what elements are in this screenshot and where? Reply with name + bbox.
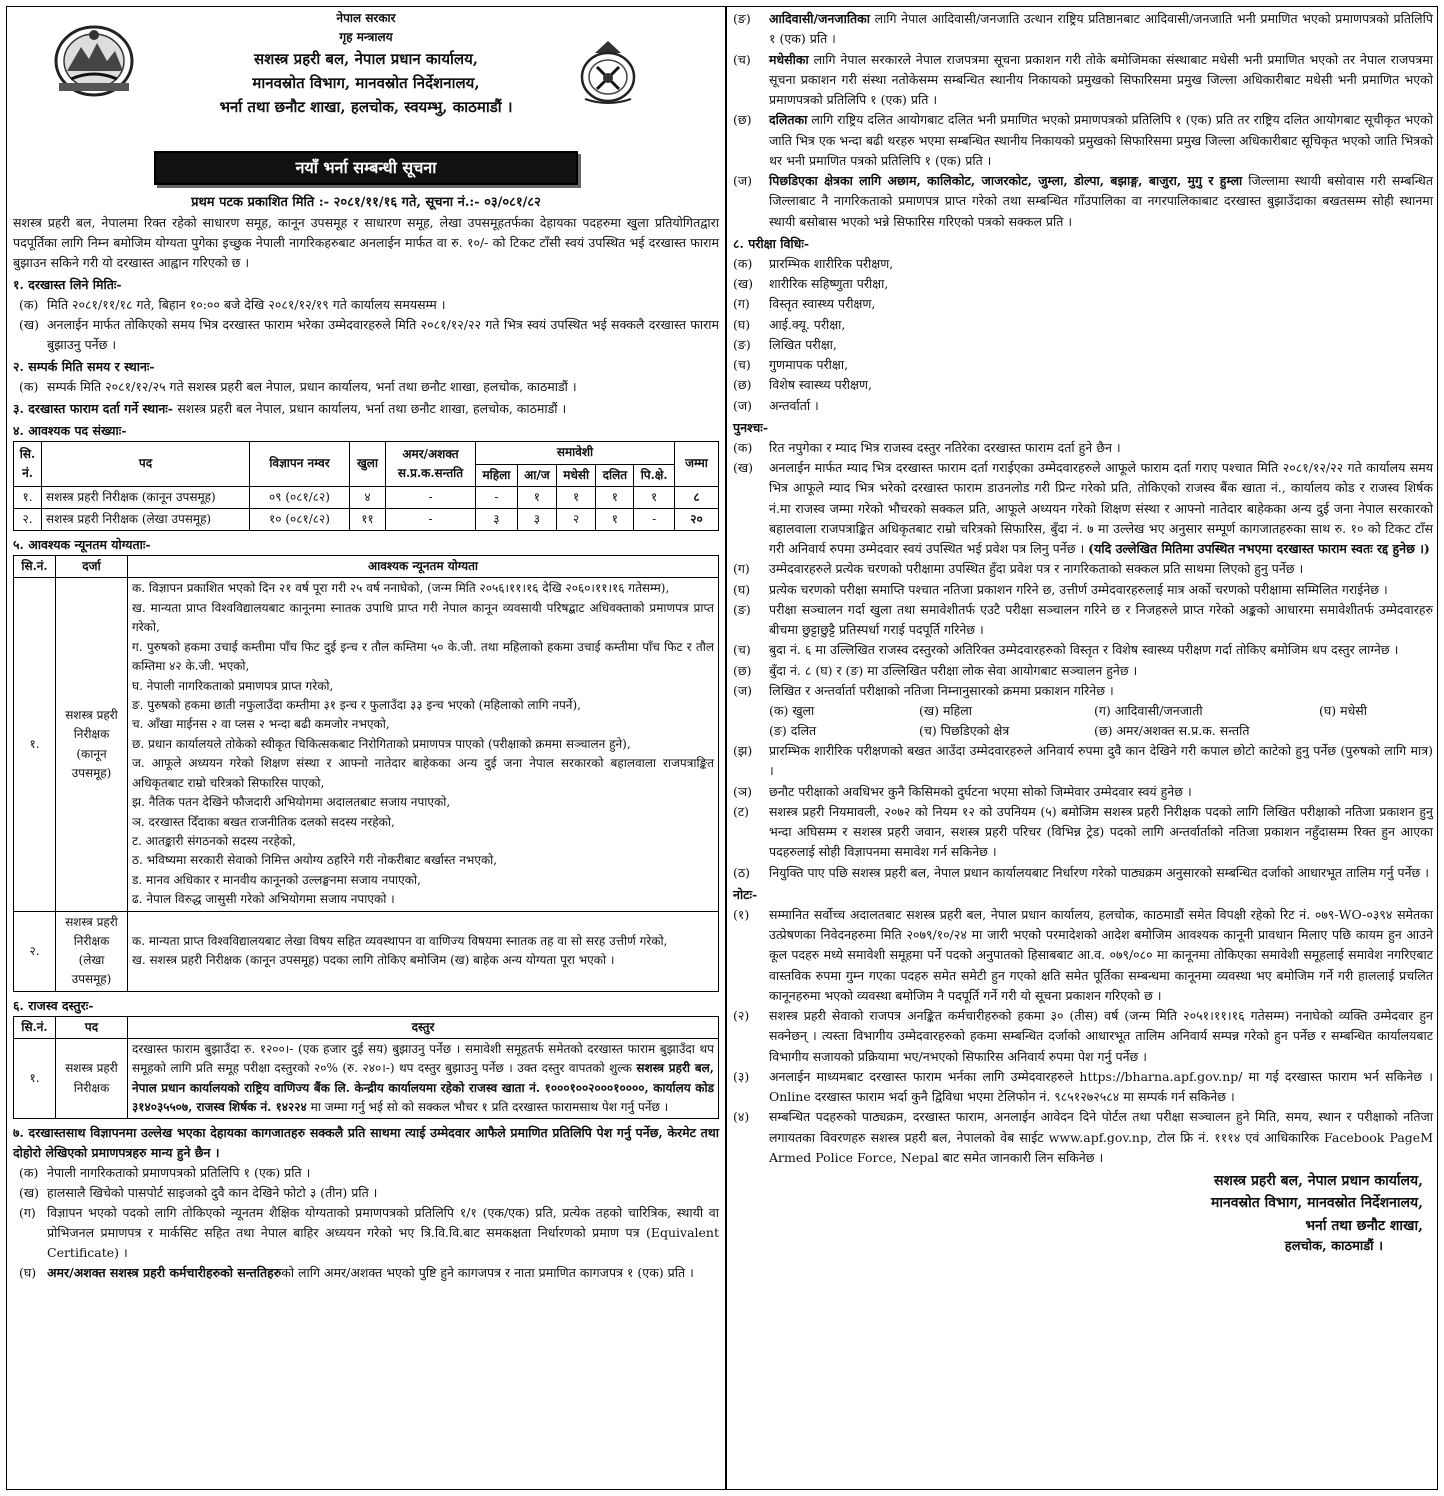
col-inclusive: समावेशी (476, 442, 675, 464)
section-7-continued (733, 9, 1433, 232)
item-marker: (ङ) (733, 11, 751, 26)
list-item (733, 335, 1433, 355)
list-item (13, 315, 719, 355)
item-text: सम्मानित सर्वोच्च अदालतबाट सशस्त्र प्रहरी बल, नेपाल प्रधान कार्यालय, हलचोक, काठमाडौं समेत विपक्षी रहेको रिट नं. ०७९-WO-०३९४ समेतका उत्प्रेषणका निवेदनहरुमा मिति २०७९/१०/२४ मा जारी भएको परमादेशको आदेश बमोजिम आवश्यक कानूनी प्रावधान मिलाए पछि कायम हुन आउने कूल पदहरु मध्ये समावेशी समूहमा पर्ने पदको अनुपातको हिसाबबाट आ.व. ०७९/०८० मा कानूनमा तोकिएका समावेशी समूहलाई समावेश नगरिएबाट वास्तविक रुपमा गुम्न गएका पदहरु समेत समेटी हुन गएको क्षति समेत पूर्तिका सम्बन्धमा कानूनमा व्यवस्था भए बमोजिम गर्ने गरी हाललाई प्रचलित कानूनहरुमा भएको व्यवस्था बमोजिम नै पदपूर्ति गर्ने गरी यो सूचना प्रकाशन गरिएको छ । (769, 906, 1433, 1003)
item-text-wrap (769, 1006, 1433, 1067)
item-text: को लागि अमर/अशक्त भएको पुष्टि हुने कागजपत्र र नाता प्रमाणित कागजपत्र १ (एक) प्रति । (281, 1265, 694, 1281)
qualification-item: ट. आतङ्कारी संगठनको सदस्य नरहेको, (132, 834, 296, 849)
section-1-heading: १. दरखास्त लिने मितिः- (13, 277, 122, 293)
item-text: गुणमापक परीक्षा, (769, 357, 849, 372)
table-row (14, 508, 719, 530)
list-item (13, 1203, 719, 1263)
list-item (733, 355, 1433, 375)
list-item (733, 294, 1433, 314)
item-marker: (छ) (733, 112, 752, 128)
item-text-wrap (769, 458, 1433, 559)
item-text-wrap (769, 863, 1433, 883)
fee-sn: १. (14, 1038, 56, 1119)
result-order-item: (ख) महिला (919, 703, 973, 718)
item-marker: (छ) (733, 377, 752, 393)
qual-col-rank: दर्जा (56, 556, 128, 578)
item-text: शारीरिक सहिष्णुता परीक्षा, (769, 276, 889, 291)
col-total: जम्मा (675, 442, 719, 486)
note-heading: नोटः- (733, 886, 758, 902)
post-amar: - (386, 486, 476, 508)
item-text-wrap (769, 110, 1433, 171)
result-order-grid (733, 701, 1433, 741)
fee-text-c: मा जम्मा गर्नु भई सो को सक्कल भौचर १ प्रति दरखास्त फारामसाथ पेश गर्नु पर्नेछ । (306, 1100, 669, 1115)
section-2-heading: २. सम्पर्क मिति समय र स्थानः- (13, 359, 155, 375)
item-text-wrap (769, 274, 1433, 294)
item-text: बुँदा नं. ८ (घ) र (ङ) मा उल्लिखित परीक्षा लोक सेवा आयोगबाट सञ्चालन हुनेछ । (769, 662, 1138, 678)
item-text-wrap (769, 905, 1433, 1006)
qualification-item: ङ. पुरुषको हकमा छाती नफुलाउँदा कम्तीमा ३१ इन्च र फुलाउँदा ३३ इन्च भएको (महिलाको लागि नपर्ने), (132, 697, 581, 712)
item-text-wrap (769, 681, 1433, 701)
signature-line-2: मानवस्रोत विभाग, मानवस्रोत निर्देशनालय, (1210, 1195, 1423, 1212)
item-text-wrap (47, 1163, 719, 1183)
item-marker: (ङ) (733, 601, 751, 617)
item-marker: (४) (733, 1109, 750, 1125)
item-marker: (३) (733, 1068, 750, 1084)
item-text-wrap (769, 294, 1433, 314)
item-marker: (१) (733, 906, 750, 922)
item-text: बुदा नं. ६ मा उल्लिखित राजस्व दस्तुरको अतिरिक्त उम्मेदवारहरुको विस्तृत र विशेष स्वास्थ्य परीक्षण गर्दा तोकिए बमोजिम थप दस्तुर लाग्नेछ । (769, 642, 1399, 658)
item-text-wrap (769, 782, 1433, 802)
signature-line-4: हलचोक, काठमाडौं । (1284, 1239, 1383, 1255)
notice-header (13, 9, 719, 149)
item-text: सशस्त्र प्रहरी नियमावली, २०७२ को नियम १२ को उपनियम (५) बमोजिम सशस्त्र प्रहरी निरीक्षक पदको लागि लिखित परीक्षाको नतिजा प्रकाशन हुनु भन्दा अघिसम्म र सशस्त्र प्रहरी जवान, सशस्त्र प्रहरी परिचर (विभिन्न ट्रेड) पदको लागि अन्तर्वार्ताको नतिजा प्रकाशन नहुँदासम्म रिक्त हुन आएका पदहरुलाई सोही विज्ञापनमा समावेश गर्न सकिनेछ । (769, 803, 1433, 860)
fee-text-account: सशस्त्र प्रहरी बल, नेपाल प्रधान कार्यालयको राष्ट्रिय वाणिज्य बैंक लि. केन्द्रीय कार्यालयमा रहेको राजस्व खाता नं. १०००१००२०००१००००, कार्यालय कोड ३१४०३५५०७, राजस्व शिर्षक नं. १४२२४ (132, 1061, 714, 1115)
post-adv-no: १० (०८१/८२) (250, 508, 350, 530)
list-item (733, 9, 1433, 50)
list-item (733, 110, 1433, 171)
item-text: अनलाईन मार्फत तोकिएको समय भित्र दरखास्त फाराम भरेका उम्मेदवारहरुले मिति २०८१/१२/२२ गते भित्र स्वयं उपस्थित भई सक्कलै दरखास्त फाराम बुझाउनु पर्नेछ । (47, 317, 719, 353)
item-text: अनलाईन माध्यमबाट दरखास्त फाराम भर्नका लागि उम्मेदवारहरुले https://bharna.apf.gov.np/ मा गई दरखास्त फाराम भर्न सकिनेछ । Online दरखास्त फाराम भर्दा कुनै द्विविधा भएमा टेलिफोन नं. ९८५१२७२५८४ मा सम्पर्क गर्न सकिनेछ । (769, 1068, 1433, 1104)
item-marker: (घ) (733, 581, 751, 597)
post-inclusive-value: - (634, 508, 675, 530)
item-text-wrap (769, 315, 1433, 335)
list-item (733, 438, 1433, 458)
qualification-item: ज. आफूले अध्ययन गरेको शिक्षण संस्था र आफ्नो नातेदार बाहेकका अन्य दुई जना नेपाल सरकारको बहालवाला राजपत्राङ्कित अधिकृतबाट राम्रो चरित्रको सिफारिस पाएको, (132, 756, 714, 790)
post-inclusive-value: १ (556, 486, 595, 508)
item-marker: (झ) (733, 743, 753, 758)
item-marker: (ख) (19, 1185, 39, 1201)
punashcha-items-2 (733, 741, 1433, 883)
qualification-item: ग. पुरुषको हकमा उचाई कम्तीमा पाँच फिट दुई इन्च र तौल कम्तिमा ५० के.जी. तथा महिलाको हकमा उचाई कम्तीमा पाँच फिट र तौल कम्तिमा ४२ के.जी. भएको, (132, 639, 714, 674)
section-8-items (733, 254, 1433, 416)
header-department: मानवस्रोत विभाग, मानवस्रोत निर्देशनालय, (252, 74, 480, 93)
item-text-wrap (769, 355, 1433, 375)
list-item (733, 315, 1433, 335)
col-madhesi: मधेसी (556, 464, 595, 486)
item-text: अन्तर्वार्ता । (769, 397, 819, 413)
result-order-item: (ङ) दलित (769, 723, 817, 738)
item-text: अनलाईन मार्फत म्याद भित्र दरखास्त फाराम दर्ता गराईएका उम्मेदवारहरुले आफूले फाराम दर्ता गराए पश्चात मिति २०८१/१२/२२ गते कार्यालय समय भित्र आफूले म्याद भित्र भरेको दरखास्त फाराम डाउनलोड गरी प्रिन्ट गरेको प्रति, तोकिएको राजस्व बैंक खाता नं., कार्यालय कोड र राजस्व शिर्षक नं.मा राजस्व जम्मा गरेको भौचरको सक्कल प्रति, आफूले अध्ययन गरेको शिक्षण संस्था र आफ्नो नातेदार बाहेकका अन्य दुई जना नेपाल सरकारको बहालवाला राजपत्राङ्कित अधिकृतबाट राम्रो चरित्रको सिफारिस, बुँदा नं. ७ मा उल्लेख भए अनुसार सम्पूर्ण कागजातहरुका साथ रु. १० को टिकट टाँस गरी अनिवार्य रुपमा उम्मेदवार स्वयं उपस्थित भई प्रवेश पत्र लिनु पर्नेछ । (769, 460, 1433, 556)
item-text-wrap (769, 9, 1433, 50)
qualification-item: ड. मानव अधिकार र मानवीय कानूनको उल्लङ्घनमा सजाय नपाएको, (132, 872, 421, 887)
col-women: महिला (476, 464, 518, 486)
signature-line-1: सशस्त्र प्रहरी बल, नेपाल प्रधान कार्यालय, (1213, 1173, 1423, 1189)
item-text: लिखित परीक्षा, (769, 336, 837, 352)
list-item (733, 375, 1433, 395)
section-8-heading: ८. परीक्षा विधिः- (733, 235, 810, 251)
note-items (733, 905, 1433, 1168)
item-text: हालसालै खिचेको पासपोर्ट साइजको दुवै कान देखिने फोटो ३ (तीन) प्रति । (47, 1185, 378, 1201)
publication-date: प्रथम पटक प्रकाशित मिति :- २०८१/११/१६ गते, सूचना नं.:- ०३/०८१/८२ (191, 194, 541, 210)
post-inclusive-value: - (476, 486, 518, 508)
list-item (13, 1183, 719, 1203)
header-government: नेपाल सरकार (336, 11, 396, 25)
list-item (733, 559, 1433, 579)
item-text: प्रत्येक चरणको परीक्षा समाप्ति पश्चात नतिजा प्रकाशन गरिने छ, उत्तीर्ण उम्मेदवारहरुलाई मात्र अर्को चरणको परीक्षामा सम्मिलित गराईनेछ । (769, 581, 1388, 597)
qualification-item: घ. नेपाली नागरिकताको प्रमाणपत्र प्राप्त गरेको, (132, 678, 334, 693)
qual-list (128, 911, 719, 991)
qualification-item: झ. नैतिक पतन देखिने फौजदारी अभियोगमा अदालतबाट सजाय नपाएको, (132, 795, 451, 810)
qualification-item: ठ. भविष्यमा सरकारी सेवाको निमित्त अयोग्य ठहरिने गरी नोकरीबाट बर्खास्त नभएको, (132, 853, 498, 868)
apf-logo-icon (577, 37, 639, 105)
post-sn: १. (14, 486, 42, 508)
section-1-items (13, 295, 719, 355)
item-text: लागि नेपाल आदिवासी/जनजाति उत्थान राष्ट्रिय प्रतिष्ठानबाट आदिवासी/जनजाति भनी प्रमाणित भएको प्रमाणपत्रको प्रतिलिपि १ (एक) प्रति । (769, 11, 1433, 47)
post-sn: २. (14, 508, 42, 530)
item-text-wrap (769, 1067, 1433, 1108)
section-3-heading: ३. दरखास्त फाराम दर्ता गर्ने स्थानः- (13, 401, 173, 417)
qual-rank: सशस्त्र प्रहरी निरीक्षक (लेखा उपसमूह) (56, 911, 128, 991)
item-text: रित नपुगेका र म्याद भित्र राजस्व दस्तुर नतिरेका दरखास्त फाराम दर्ता हुने छैन । (769, 439, 1121, 455)
item-bold: (यदि उल्लेखित मितिमा उपस्थित नभएमा दरखास्त फाराम स्वतः रद्द हुनेछ ।) (1088, 541, 1430, 556)
post-name: सशस्त्र प्रहरी निरीक्षक (कानून उपसमूह) (42, 486, 250, 508)
post-adv-no: ०९ (०८१/८२) (250, 486, 350, 508)
item-text: सशस्त्र प्रहरी सेवाको राजपत्र अनङ्कित कर्मचारीहरुको हकमा ३० (तीस) वर्ष (जन्म मिति २०५१।११।१६ गतेसम्म) ननाघेको व्यक्ति उम्मेदवार हुन सक्नेछन् । त्यस्ता विभागीय उम्मेदवारहरुको हकमा सम्बन्धित दर्जाको आधारभूत तालिम अनिवार्य सम्पन्न गरेको हुन पर्नेछ र सम्बन्धित कार्यालयबाट विभागीय सजायको प्रक्रियामा भए/नभएको सिफारिस अनिवार्य रुपमा पेश गर्नु पर्नेछ । (769, 1008, 1433, 1064)
section-7-items (13, 1163, 719, 1263)
nepal-emblem-icon (53, 21, 135, 97)
qualification-item: ख. मान्यता प्राप्त विश्वविद्यालयबाट कानूनमा स्नातक उपाधि प्राप्त गरी नेपाल कानून व्यवसायी परिषद्बाट अधिवक्ताको प्रमाणपत्र प्राप्त गरेको, (132, 600, 714, 635)
list-item (733, 580, 1433, 600)
item-text-wrap (769, 375, 1433, 395)
item-marker: (च) (733, 51, 751, 67)
item-text-wrap (769, 640, 1433, 660)
fee-post: सशस्त्र प्रहरी निरीक्षक (56, 1038, 128, 1119)
post-inclusive-value: २ (556, 508, 595, 530)
list-item (733, 1107, 1433, 1168)
item-marker: (ज) (733, 173, 753, 188)
header-ministry: गृह मन्त्रालय (339, 30, 393, 45)
item-text: उम्मेदवारहरुले प्रत्येक चरणको परीक्षामा उपस्थित हुँदा प्रवेश पत्र र नागरिकताको सक्कल प्रति साथमा लिएको हुनु पर्नेछ । (769, 561, 1304, 577)
item-marker: (ज) (733, 682, 753, 698)
item-text: विस्तृत स्वास्थ्य परीक्षण, (769, 296, 876, 312)
fee-table (13, 1016, 719, 1120)
qualification-item: ढ. नेपाल विरुद्ध जासुसी गरेको अभियोगमा सजाय नपाएको । (132, 892, 395, 907)
item-text-wrap (47, 1203, 719, 1263)
item-bold: मधेसीका (769, 51, 809, 67)
post-name: सशस्त्र प्रहरी निरीक्षक (लेखा उपसमूह) (42, 508, 250, 530)
item-text-wrap (47, 377, 719, 397)
list-item (733, 171, 1433, 232)
qual-col-sn: सि.नं. (14, 556, 56, 578)
col-post: पद (42, 442, 250, 486)
fee-text-a: दरखास्त फाराम बुझाउँदा रु. १२००।- (एक हजार दुई सय) बुझाउनु पर्नेछ । समावेशी समूहतर्फ समेतको दरखास्त फाराम बुझाउँदा थप समूहको लागि प्रति समूह परीक्षा दस्तुरको २०% (रु. २४०।-) थप दस्तुर बुझाउनु पर्नेछ । उक्त दस्तुर वापतको शुल्क (132, 1041, 714, 1076)
qual-sn: १. (14, 578, 56, 911)
punashcha-items (733, 438, 1433, 701)
list-item (733, 1067, 1433, 1108)
fee-col-sn: सि.नं. (14, 1016, 56, 1038)
col-sn: सि. नं. (14, 442, 42, 486)
item-text-wrap (769, 335, 1433, 355)
item-bold: आदिवासी/जनजातिका (769, 11, 871, 26)
item-marker: (क) (19, 379, 39, 395)
list-item (733, 396, 1433, 416)
list-item (733, 661, 1433, 681)
item-marker: (ज) (733, 397, 753, 413)
intro-paragraph: सशस्त्र प्रहरी बल, नेपालमा रिक्त रहेको साधारण समूह, कानून उपसमूह र साधारण समूह, लेखा उपसमूहतर्फका देहायका पदहरुमा खुला प्रतियोगितद्वारा पदपूर्तिका लागि निम्न बमोजिम योग्यता पुगेका इच्छुक नेपाली नागरिकहरुबाट अनलाईन मार्फत वा रु. १०/- को टिकट टाँसी स्वयं उपस्थित भई दरखास्त फाराम बुझाउन सकिने गरी यो दरखास्त आह्वान गरिएको छ । (13, 215, 719, 271)
list-item (13, 377, 719, 397)
col-open: खुला (350, 442, 386, 486)
post-open: ११ (350, 508, 386, 530)
result-order-item: (घ) मधेसी (1319, 703, 1367, 718)
item-text: विज्ञापन भएको पदको लागि तोकिएको न्यूनतम शैक्षिक योग्यताको प्रमाणपत्रको प्रतिलिपि १/१ (एक/एक) प्रति, प्रत्येक तहको चारित्रिक, स्थायी वा प्रोभिजनल प्रमाणपत्र र मार्कसिट सहित तथा नेपाल बाहिर अध्ययन गरेको भए त्रि.वि.वि.बाट समकक्षता निर्धारणको प्रमाण पत्र (Equivalent Certificate) । (47, 1205, 719, 1261)
post-inclusive-value: १ (596, 486, 634, 508)
item-marker: (च) (733, 642, 751, 658)
list-item (733, 802, 1433, 863)
section-4-heading: ४. आवश्यक पद संख्याः- (13, 423, 127, 439)
item-text-wrap (769, 661, 1433, 681)
item-marker: (ङ) (733, 336, 751, 352)
item-text: मिति २०८१/११/१८ गते, बिहान १०:०० बजे देखि २०८१/१२/१९ गते कार्यालय समयसम्म । (47, 297, 446, 313)
item-text-wrap (769, 600, 1433, 641)
left-column (13, 9, 719, 1283)
post-open: ४ (350, 486, 386, 508)
signature-block (733, 1170, 1433, 1258)
item-text: लागि राष्ट्रिय दलित आयोगबाट दलित भनी प्रमाणित भएको प्रमाणपत्रको प्रतिलिपि १ (एक) प्रति तर राष्ट्रिय दलित आयोगबाट सूचीकृत भएको जाति भित्र एक भन्दा बढी थरहरु भएमा सम्बन्धित स्थानीय निकायको प्रमुखको सिफारिसमा प्रमुख जिल्ला अधिकारीबाट सूचिकृत भएको जाति भित्रको थर भनी प्रमाणित पत्रको प्रतिलिपि १ (एक) प्रति । (769, 112, 1433, 168)
qualification-item: क. मान्यता प्राप्त विश्वविद्यालयबाट लेखा विषय सहित व्यवस्थापन वा वाणिज्य विषयमा स्नातक तह वा सो सरह उत्तीर्ण गरेको, (132, 933, 668, 948)
section-7-heading: ७. दरखास्तसाथ विज्ञापनमा उल्लेख भएका देहायका कागजातहरु सक्कलै प्रति साथमा त्याई उम्मेदवार आफैले प्रमाणित प्रतिलिपि पेश गर्नु पर्नेछ, केरमेट तथा दोहोरो लेखिएको प्रमाणपत्रहरु मान्य हुने छैन । (13, 1125, 719, 1161)
post-total: २० (675, 508, 719, 530)
item-marker: (क) (733, 439, 753, 455)
qual-rank: सशस्त्र प्रहरी निरीक्षक (कानून उपसमूह) (56, 578, 128, 911)
qualification-item: च. आँखा माईनस २ वा प्लस २ भन्दा बढी कमजोर नभएको, (132, 717, 390, 732)
post-amar: - (386, 508, 476, 530)
col-dalit: दलित (596, 464, 634, 486)
item-marker: (ख) (733, 460, 753, 475)
item-bold: पिछडिएका क्षेत्रका लागि अछाम, कालिकोट, जाजरकोट, जुम्ला, डोल्पा, बझाङ्ग, बाजुरा, मुगु र हुम्ला (769, 173, 1243, 188)
signature-line-3: भर्ना तथा छनौट शाखा, (1305, 1217, 1423, 1234)
item-text-wrap (47, 295, 719, 315)
list-item (733, 640, 1433, 660)
fee-col-post: पद (56, 1016, 128, 1038)
item-marker: (ख) (19, 317, 39, 333)
list-item (733, 782, 1433, 802)
post-inclusive-value: १ (517, 486, 556, 508)
qual-sn: २. (14, 911, 56, 991)
qualification-item: ख. सशस्त्र प्रहरी निरीक्षक (कानून उपसमूह) पदका लागि तोकिए बमोजिम (ख) बाहेक अन्य योग्यता पूरा भएको । (132, 953, 615, 968)
col-amar: अमर/अशक्त स.प्र.क.सन्तति (386, 442, 476, 486)
list-item (733, 741, 1433, 782)
item-marker: (छ) (733, 662, 752, 678)
col-adv: विज्ञापन नम्वर (250, 442, 350, 486)
result-order-item: (ग) आदिवासी/जनजाती (1094, 703, 1203, 718)
post-inclusive-value: १ (596, 508, 634, 530)
list-item (733, 50, 1433, 111)
item-marker: (ख) (733, 276, 753, 291)
item-text: लागि नेपाल सरकारले नेपाल राजपत्रमा सूचना प्रकाशन गरी तोके बमोजिमका संस्थाबाट मधेसी भनी प्रमाणित भएको तर नेपाल राजपत्रमा सूचना प्रकाशन गरी संस्था नतोकेसम्म सम्बन्धित स्थानीय निकायको प्रमुखको सिफारिसमा प्रमुख जिल्ला अधिकारीबाट मधेसी भनी प्रमाणित भएको प्रमाणपत्रको प्रतिलिपि १ (एक) प्रति । (769, 51, 1433, 107)
qual-list (128, 578, 719, 911)
fee-text (128, 1038, 719, 1119)
section-5-heading: ५. आवश्यक न्यूनतम योग्यताः- (13, 537, 151, 553)
section-2-items (13, 377, 719, 397)
item-marker: (ग) (733, 296, 750, 312)
fee-col-fee: दस्तुर (128, 1016, 719, 1038)
table-row (14, 911, 719, 991)
table-row (14, 578, 719, 911)
item-marker: (क) (19, 1165, 39, 1181)
list-item (733, 274, 1433, 294)
qualification-item: ञ. दरखास्त दिँदाका बखत राजनीतिक दलको सदस्य नरहेको, (132, 814, 395, 829)
result-order-item: (च) पिछडिएको क्षेत्र (919, 723, 1010, 738)
qualification-table (13, 555, 719, 991)
table-row (14, 486, 719, 508)
item-marker: (ठ) (733, 864, 751, 880)
col-indigenous: आ/ज (517, 464, 556, 486)
header-office: सशस्त्र प्रहरी बल, नेपाल प्रधान कार्यालय, (254, 50, 478, 69)
item-text: सम्बन्धित पदहरुको पाठ्यक्रम, दरखास्त फाराम, अनलाईन आवेदन दिने पोर्टल तथा परीक्षा सञ्चालन हुने मिति, समय, स्थान र परीक्षाको नतिजा लगायतका विवरणहरु सशस्त्र प्रहरी बल, नेपालको वेब साईट www.apf.gov.np, टोल फ्रि नं. १११४ एवं आधिकारिक Facebook PageM Armed Police Force, Nepal बाट समेत जानकारी लिन सकिनेछ । (769, 1109, 1433, 1165)
item-text-wrap (769, 1107, 1433, 1168)
item-text-wrap (769, 559, 1433, 579)
item-text: नियुक्ति पाए पछि सशस्त्र प्रहरी बल, नेपाल प्रधान कार्यालयबाट निर्धारण गरेको पाठ्यक्रम अनुसारको सम्बन्धित दर्जाको आधारभूत तालिम गर्नु पर्नेछ । (769, 864, 1430, 880)
item-text: प्रारम्भिक शारीरिक परीक्षणको बखत आउँदा उम्मेदवारहरुले अनिवार्य रुपमा दुवै कान देखिने गरी कपाल छोटो काटेको हुनु पर्नेछ (पुरुषको लागि मात्र) । (769, 743, 1433, 779)
item-marker: (घ) (733, 316, 751, 332)
section-3-text: सशस्त्र प्रहरी बल नेपाल, प्रधान कार्यालय, भर्ना तथा छनौट शाखा, हलचोक, काठमाडौं । (177, 401, 567, 417)
item-text: लिखित र अन्तर्वार्ता परीक्षाको नतिजा निम्नानुसारको क्रममा प्रकाशन गरिनेछ । (769, 682, 1114, 698)
item-text-wrap (769, 580, 1433, 600)
posts-table (13, 441, 719, 531)
item-text: परीक्षा सञ्चालन गर्दा खुला तथा समावेशीतर्फ एउटै परीक्षा सञ्चालन गरिने छ र निजहरुले प्राप्त गरेको अङ्कको आधारमा समावेशीतर्फ उम्मेदवारहरु बीचमा छुट्टाछुट्टै प्रतिस्पर्धा गराई पदपूर्ति गरिनेछ । (769, 601, 1433, 637)
item-text-wrap (769, 802, 1433, 863)
item-marker: (क) (733, 255, 753, 271)
item-text-wrap (47, 315, 719, 355)
item-text: विशेष स्वास्थ्य परीक्षण, (769, 377, 873, 393)
qualification-item: छ. प्रधान कार्यालयले तोकेको स्वीकृत चिकित्सकबाट निरोगिताको प्रमाणपत्र पाएको (परीक्षाको क्रममा सञ्चालन हुने), (132, 736, 631, 751)
post-inclusive-value: ३ (517, 508, 556, 530)
item-marker: (ट) (733, 803, 750, 819)
item-text-wrap (769, 254, 1433, 274)
list-item (13, 295, 719, 315)
item-text: आई.क्यू. परीक्षा, (769, 316, 846, 332)
item-text: प्रारम्भिक शारीरिक परीक्षण, (769, 255, 894, 271)
post-total: ८ (675, 486, 719, 508)
col-backward: पि.क्षे. (634, 464, 675, 486)
list-item (733, 600, 1433, 641)
item-marker: (घ) (19, 1265, 37, 1281)
list-item (733, 1006, 1433, 1067)
header-branch: भर्ना तथा छनौट शाखा, हलचोक, स्वयम्भु, काठमाडौं । (219, 98, 513, 117)
notice-page (6, 6, 1438, 1490)
item-bold: अमर/अशक्त सशस्त्र प्रहरी कर्मचारीहरुको सन्ततिहरु (47, 1265, 282, 1281)
result-order-item: (छ) अमर/अशक्त स.प्र.क. सन्तति (1094, 723, 1250, 738)
item-text: छनौट परीक्षाको अवधिभर कुनै किसिमको दुर्घटना भएमा सोको जिम्मेवार उम्मेदवार स्वयं हुनेछ । (769, 783, 1192, 799)
list-item (733, 458, 1433, 559)
column-divider (725, 7, 727, 1489)
qualification-item: क. विज्ञापन प्रकाशित भएको दिन २१ वर्ष पूरा गरी २५ वर्ष ननाघेको, (जन्म मिति २०५६।११।१६ देखि २०६०।११।१६ गतेसम्म), (132, 581, 670, 596)
item-text-wrap (769, 396, 1433, 416)
item-marker: (२) (733, 1008, 750, 1023)
punashcha-heading: पुनश्चः- (733, 419, 769, 435)
item-marker: (ग) (733, 561, 750, 577)
post-inclusive-value: १ (634, 486, 675, 508)
section-3 (13, 399, 719, 419)
item-text-wrap (769, 741, 1433, 782)
item-marker: (क) (19, 297, 39, 313)
notice-title: नयाँ भर्ना सम्बन्धी सूचना (154, 151, 578, 185)
item-text: जिल्लामा स्थायी बसोवास गरी सम्बन्धित जिल्लाबाट नै नागरिकताको प्रमाणपत्र प्राप्त गरेको तथा सम्बन्धित गाँउपालिका वा नगरपालिकाबाट दरखास्त बुझाउँदाका बखतसम्म सोही स्थानमा स्थायी बसोबास भएको भन्ने सिफारिस गरिएको पत्रको सक्कल प्रति । (769, 173, 1433, 229)
item-bold: दलितका (769, 112, 808, 128)
item-marker: (च) (733, 357, 751, 372)
item-marker: (ग) (19, 1205, 36, 1221)
qual-col-qual: आवश्यक न्यूनतम योग्यता (128, 556, 719, 578)
item-text-wrap (47, 1183, 719, 1203)
item-marker: (ञ) (733, 783, 753, 799)
section-6-heading: ६. राजस्व दस्तुरः- (13, 997, 94, 1013)
list-item (13, 1263, 719, 1283)
item-text-wrap (769, 171, 1433, 232)
right-column (733, 9, 1433, 1258)
list-item (733, 905, 1433, 1006)
post-inclusive-value: ३ (476, 508, 518, 530)
item-text: सम्पर्क मिति २०८१/१२/२५ गते सशस्त्र प्रहरी बल नेपाल, प्रधान कार्यालय, भर्ना तथा छनौट शाखा, हलचोक, काठमाडौं । (47, 379, 577, 395)
table-row (14, 1038, 719, 1119)
item-text-wrap (769, 438, 1433, 458)
list-item (733, 254, 1433, 274)
list-item (733, 681, 1433, 701)
item-text-wrap (769, 50, 1433, 111)
item-text: नेपाली नागरिकताको प्रमाणपत्रको प्रतिलिपि १ (एक) प्रति । (47, 1165, 311, 1181)
result-order-item (1319, 721, 1439, 741)
list-item (13, 1163, 719, 1183)
list-item (733, 863, 1433, 883)
result-order-item: (क) खुला (769, 703, 815, 718)
